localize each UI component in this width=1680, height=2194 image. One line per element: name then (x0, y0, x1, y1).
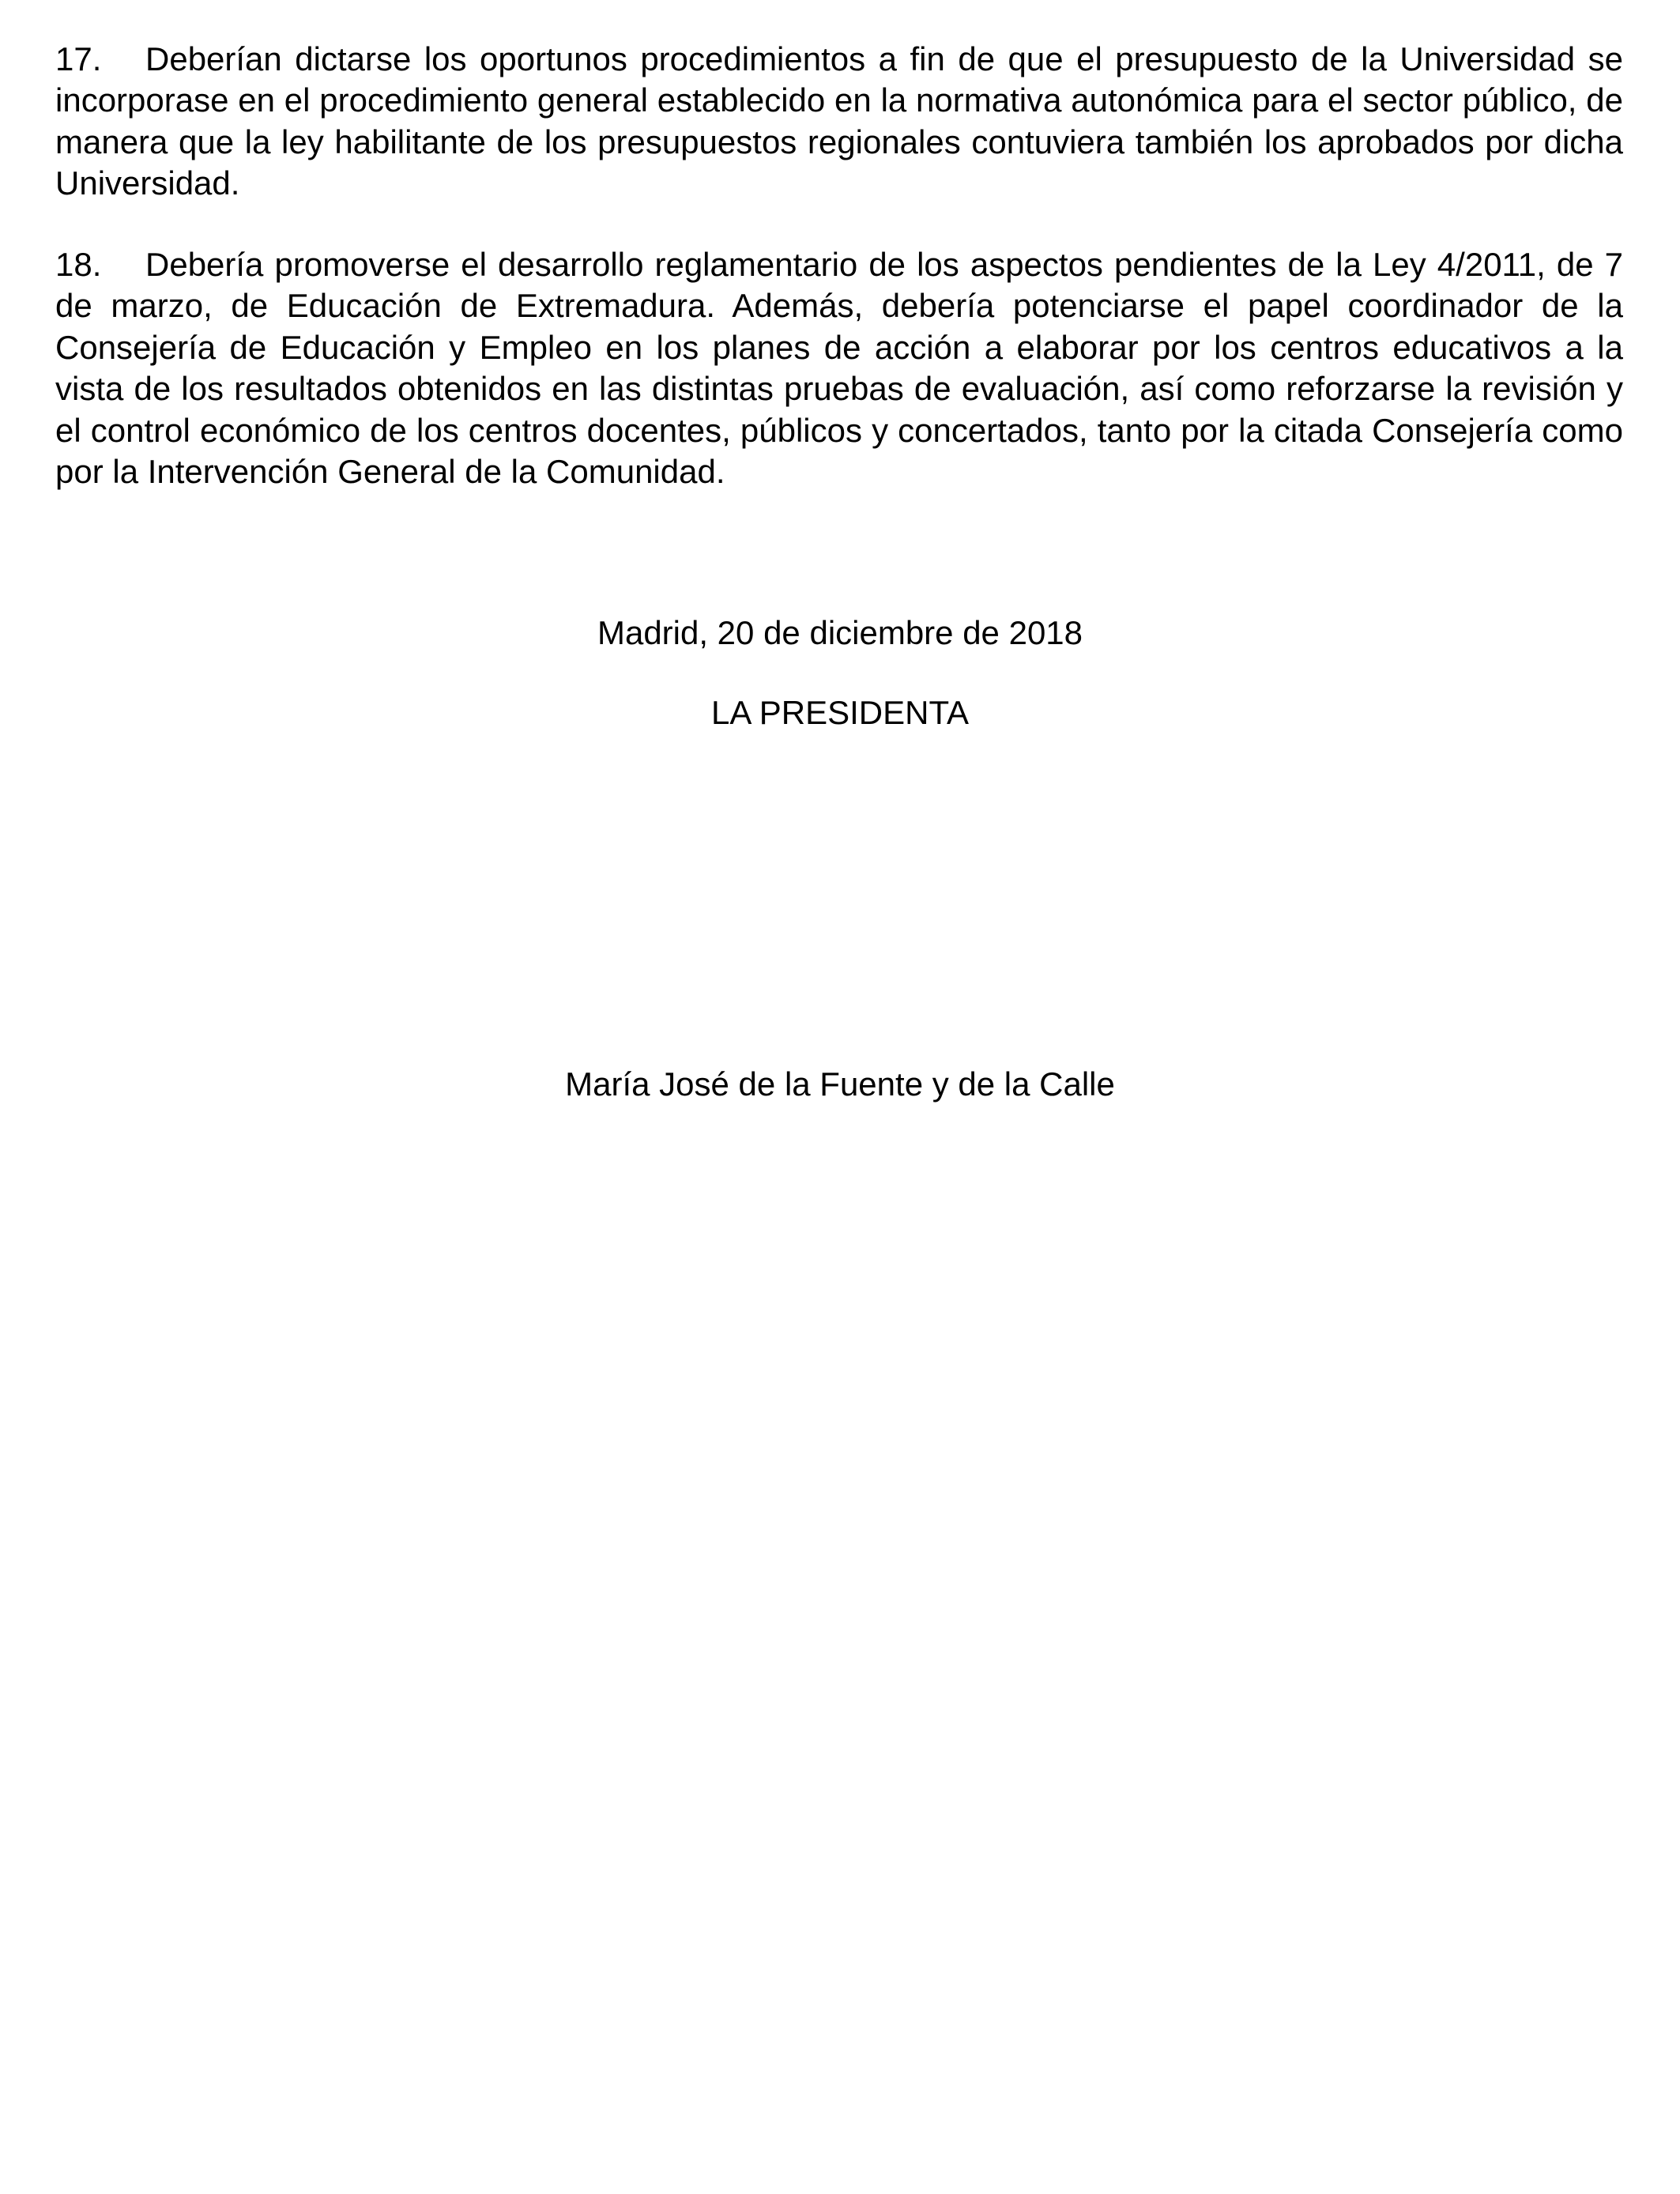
paragraph-17 (55, 39, 1623, 205)
paragraph-text: Deberían dictarse los oportunos procedimientos a fin de que el presupuesto de la Universidad se incorporase en el procedimiento general establecido en la normativa autonómica para el sector público, de manera que la ley habilitante de los presupuestos regionales contuviera también los aprobados por dicha Universidad. (55, 40, 1623, 202)
paragraph-text: Debería promoverse el desarrollo reglamentario de los aspectos pendientes de la Ley 4/2011, de 7 de marzo, de Educación de Extremadura. Además, debería potenciarse el papel coordinador de la Consejería de Educación y Empleo en los planes de acción a elaborar por los centros educativos a la vista de los resultados obtenidos en las distintas pruebas de evaluación, así como reforzarse la revisión y el control económico de los centros docentes, públicos y concertados, tanto por la citada Consejería como por la Intervención General de la Comunidad. (55, 246, 1623, 491)
signer-title: LA PRESIDENTA (711, 694, 969, 731)
paragraph-18 (55, 244, 1623, 492)
paragraph-number: 17. (55, 40, 102, 77)
paragraph-number: 18. (55, 246, 102, 283)
place-and-date: Madrid, 20 de diciembre de 2018 (597, 614, 1083, 651)
signer-name: María José de la Fuente y de la Calle (565, 1065, 1115, 1103)
